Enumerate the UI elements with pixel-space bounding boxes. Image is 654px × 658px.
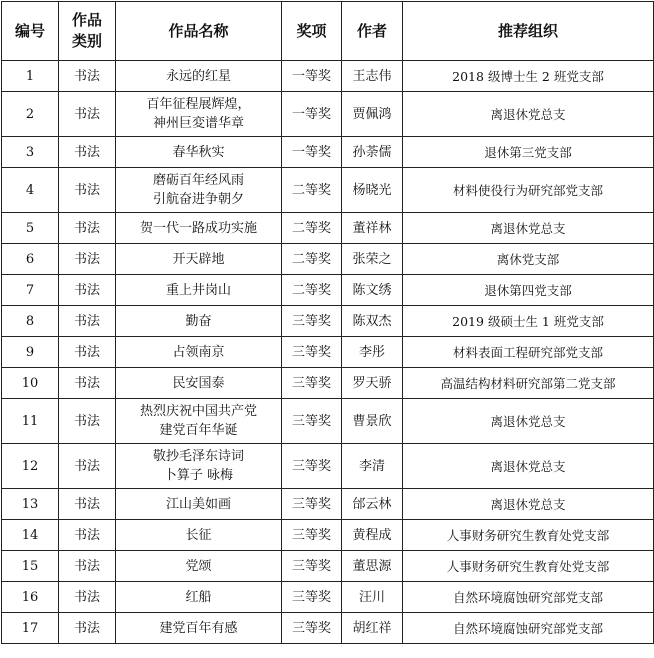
cell-num: 6 (2, 244, 59, 275)
cell-title-line: 江山美如画 (165, 496, 231, 512)
cell-award: 三等奖 (282, 613, 342, 644)
header-author: 作者 (342, 2, 403, 61)
cell-category: 书法 (59, 306, 116, 337)
table-row (2, 613, 654, 644)
header-category-line1: 作品 (71, 11, 102, 29)
cell-category: 书法 (59, 444, 116, 489)
cell-title-line: 民安国泰 (172, 375, 225, 391)
cell-num: 8 (2, 306, 59, 337)
cell-award: 一等奖 (282, 137, 342, 168)
cell-num: 14 (2, 520, 59, 551)
cell-title-line: 敬抄毛泽东诗词 (152, 449, 244, 464)
cell-category: 书法 (59, 489, 116, 520)
header-award: 奖项 (282, 2, 342, 61)
cell-org: 2019 级硕士生 1 班党支部 (403, 306, 654, 337)
cell-award: 三等奖 (282, 368, 342, 399)
cell-num: 7 (2, 275, 59, 306)
table-row (2, 168, 654, 213)
cell-author: 陈文绣 (342, 275, 403, 306)
awards-table (1, 1, 654, 644)
cell-category: 书法 (59, 368, 116, 399)
cell-award: 三等奖 (282, 551, 342, 582)
table-row (2, 520, 654, 551)
cell-award: 三等奖 (282, 582, 342, 613)
cell-title-line: 勤奋 (185, 313, 212, 329)
table-row (2, 244, 654, 275)
cell-award: 二等奖 (282, 275, 342, 306)
cell-category: 书法 (59, 244, 116, 275)
cell-category: 书法 (59, 92, 116, 137)
cell-title (116, 551, 282, 582)
cell-org: 离退休党总支 (403, 213, 654, 244)
cell-num: 2 (2, 92, 59, 137)
header-category (59, 2, 116, 61)
cell-num: 12 (2, 444, 59, 489)
cell-title (116, 61, 282, 92)
cell-title (116, 489, 282, 520)
cell-num: 11 (2, 399, 59, 444)
table-row (2, 61, 654, 92)
cell-award: 三等奖 (282, 306, 342, 337)
cell-org: 材料使役行为研究部党支部 (403, 168, 654, 213)
table-row (2, 551, 654, 582)
cell-category: 书法 (59, 137, 116, 168)
table-row (2, 582, 654, 613)
cell-author: 汪川 (342, 582, 403, 613)
cell-award: 三等奖 (282, 444, 342, 489)
cell-award: 二等奖 (282, 244, 342, 275)
cell-title (116, 168, 282, 213)
cell-award: 三等奖 (282, 399, 342, 444)
cell-num: 1 (2, 61, 59, 92)
cell-author: 贾佩鸿 (342, 92, 403, 137)
cell-title-line: 重上井岗山 (165, 282, 231, 298)
cell-org: 离退休党总支 (403, 399, 654, 444)
cell-title-line: 党颂 (185, 558, 212, 574)
cell-num: 5 (2, 213, 59, 244)
cell-num: 17 (2, 613, 59, 644)
cell-category: 书法 (59, 520, 116, 551)
cell-award: 二等奖 (282, 213, 342, 244)
cell-title (116, 244, 282, 275)
cell-org: 离休党支部 (403, 244, 654, 275)
table-row (2, 399, 654, 444)
cell-title (116, 582, 282, 613)
cell-author: 胡红祥 (342, 613, 403, 644)
cell-title-line: 建党百年有感 (159, 620, 238, 636)
cell-org: 高温结构材料研究部第二党支部 (403, 368, 654, 399)
cell-org: 2018 级博士生 2 班党支部 (403, 61, 654, 92)
cell-title-line: 永远的红星 (165, 68, 231, 84)
cell-author: 李清 (342, 444, 403, 489)
cell-title (116, 337, 282, 368)
cell-category: 书法 (59, 61, 116, 92)
cell-title-line: 红船 (185, 589, 212, 605)
cell-title (116, 213, 282, 244)
cell-title-line: 建党百年华诞 (159, 423, 238, 438)
cell-title (116, 137, 282, 168)
cell-author: 董祥林 (342, 213, 403, 244)
cell-title (116, 613, 282, 644)
cell-award: 三等奖 (282, 520, 342, 551)
cell-num: 13 (2, 489, 59, 520)
cell-title-line: 磨砺百年经风雨 (152, 173, 244, 188)
cell-category: 书法 (59, 337, 116, 368)
cell-title (116, 444, 282, 489)
cell-title-line: 开天辟地 (172, 251, 225, 267)
cell-award: 二等奖 (282, 168, 342, 213)
cell-org: 人事财务研究生教育处党支部 (403, 520, 654, 551)
cell-title-line: 贺一代一路成功实施 (139, 220, 257, 236)
cell-category: 书法 (59, 168, 116, 213)
table-row (2, 444, 654, 489)
cell-title-line: 占领南京 (172, 344, 225, 360)
cell-title-line: 引航奋进争朝夕 (152, 192, 244, 207)
cell-author: 董思源 (342, 551, 403, 582)
cell-author: 张荣之 (342, 244, 403, 275)
table-row (2, 489, 654, 520)
cell-category: 书法 (59, 399, 116, 444)
table-row (2, 368, 654, 399)
cell-award: 三等奖 (282, 489, 342, 520)
cell-title-line: 春华秋实 (172, 144, 225, 160)
cell-award: 三等奖 (282, 337, 342, 368)
cell-author: 王志伟 (342, 61, 403, 92)
cell-org: 离退休党总支 (403, 489, 654, 520)
header-category-line2: 类别 (71, 32, 102, 50)
table-row (2, 306, 654, 337)
cell-org: 退休第四党支部 (403, 275, 654, 306)
cell-org: 人事财务研究生教育处党支部 (403, 551, 654, 582)
cell-org: 离退休党总支 (403, 92, 654, 137)
cell-org: 退休第三党支部 (403, 137, 654, 168)
cell-award: 一等奖 (282, 92, 342, 137)
cell-category: 书法 (59, 213, 116, 244)
cell-title (116, 520, 282, 551)
header-org: 推荐组织 (403, 2, 654, 61)
cell-category: 书法 (59, 551, 116, 582)
cell-award: 一等奖 (282, 61, 342, 92)
cell-author: 邰云林 (342, 489, 403, 520)
cell-num: 9 (2, 337, 59, 368)
cell-author: 陈双杰 (342, 306, 403, 337)
cell-author: 罗天骄 (342, 368, 403, 399)
cell-org: 材料表面工程研究部党支部 (403, 337, 654, 368)
cell-category: 书法 (59, 582, 116, 613)
header-num: 编号 (2, 2, 59, 61)
cell-author: 孙荼儒 (342, 137, 403, 168)
table-body (2, 61, 654, 644)
cell-author: 李彤 (342, 337, 403, 368)
header-title: 作品名称 (116, 2, 282, 61)
cell-category: 书法 (59, 613, 116, 644)
table-row (2, 275, 654, 306)
cell-num: 4 (2, 168, 59, 213)
cell-author: 黄程成 (342, 520, 403, 551)
cell-author: 曹景欣 (342, 399, 403, 444)
table-row (2, 92, 654, 137)
cell-num: 15 (2, 551, 59, 582)
cell-title (116, 92, 282, 137)
cell-title-line: 长征 (185, 527, 212, 543)
cell-num: 16 (2, 582, 59, 613)
cell-title-line: 卜算子 咏梅 (163, 468, 234, 483)
cell-org: 自然环境腐蚀研究部党支部 (403, 613, 654, 644)
cell-title-line: 神州巨変谱华章 (152, 116, 244, 131)
cell-title (116, 399, 282, 444)
cell-title (116, 275, 282, 306)
cell-num: 3 (2, 137, 59, 168)
table-row (2, 137, 654, 168)
cell-category: 书法 (59, 275, 116, 306)
cell-title-line: 百年征程展辉煌， (146, 97, 251, 112)
cell-author: 杨晓光 (342, 168, 403, 213)
cell-title (116, 368, 282, 399)
header-row (2, 2, 654, 61)
table-row (2, 337, 654, 368)
cell-title (116, 306, 282, 337)
table-row (2, 213, 654, 244)
cell-org: 离退休党总支 (403, 444, 654, 489)
cell-org: 自然环境腐蚀研究部党支部 (403, 582, 654, 613)
cell-title-line: 热烈庆祝中国共产党 (139, 404, 257, 419)
cell-num: 10 (2, 368, 59, 399)
